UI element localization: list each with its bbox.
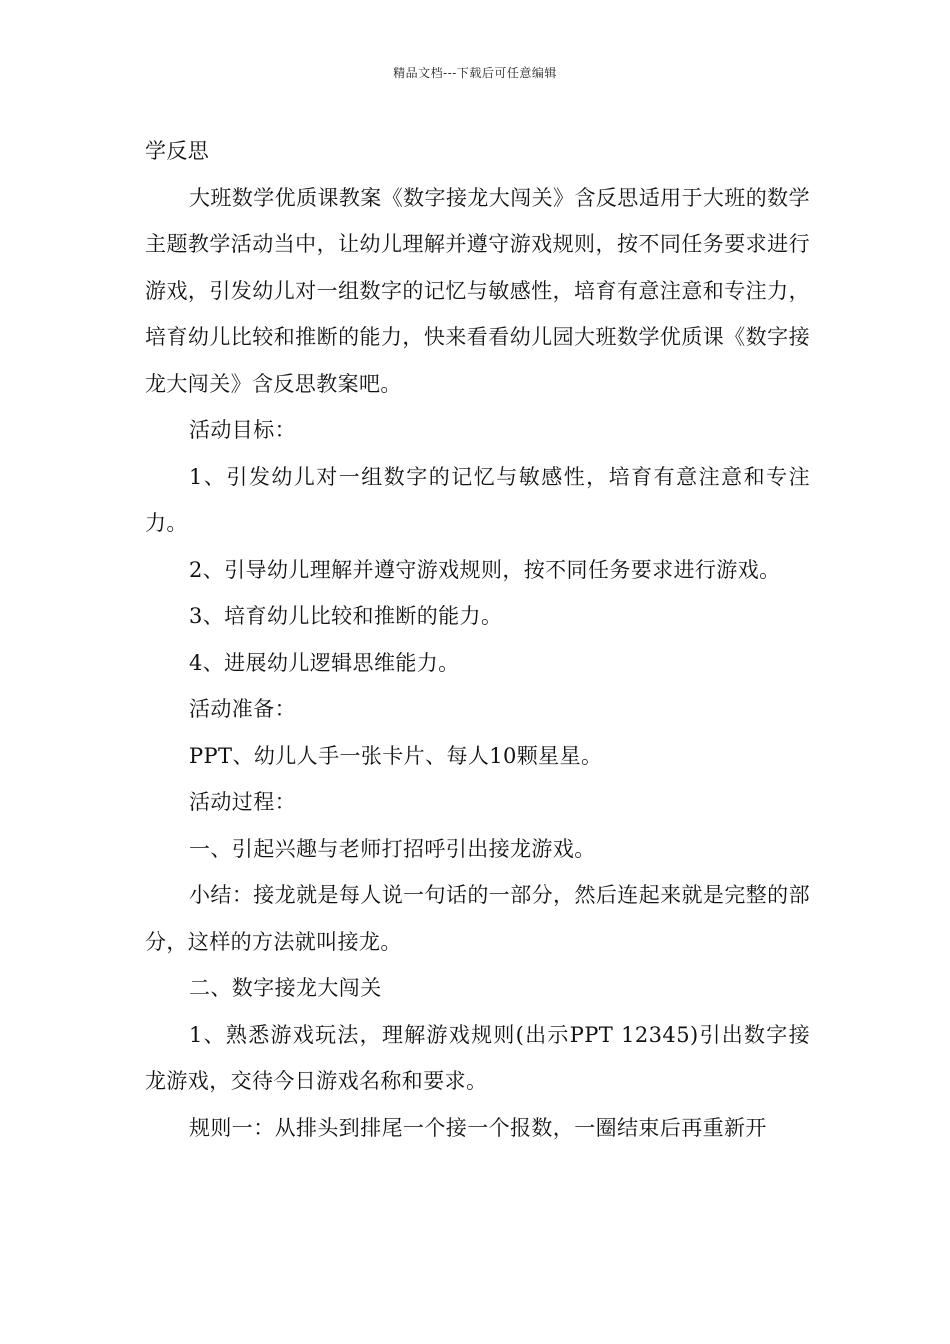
goal-item-1: 1、引发幼儿对一组数字的记忆与敏感性，培育有意注意和专注力。 bbox=[145, 464, 810, 535]
goal-item-2: 2、引导幼儿理解并遵守游戏规则，按不同任务要求进行游戏。 bbox=[189, 557, 781, 582]
document-body bbox=[145, 128, 810, 1151]
summary-paragraph: 小结：接龙就是每人说一句话的一部分，然后连起来就是完整的部分，这样的方法就叫接龙。 bbox=[145, 883, 810, 954]
preparation-list: PPT、幼儿人手一张卡片、每人10颗星星。 bbox=[189, 743, 603, 768]
process-step-1: 一、引起兴趣与老师打招呼引出接龙游戏。 bbox=[189, 836, 596, 861]
goal-item-4: 4、进展幼儿逻辑思维能力。 bbox=[189, 650, 460, 675]
rule-one: 规则一：从排头到排尾一个接一个报数，一圈结束后再重新开 bbox=[189, 1115, 767, 1140]
process-substep-1: 1、熟悉游戏玩法，理解游戏规则(出示PPT 12345)引出数字接龙游戏，交待今日游戏名称和要求。 bbox=[145, 1022, 810, 1093]
paragraph-intro: 大班数学优质课教案《数字接龙大闯关》含反思适用于大班的数学主题教学活动当中，让幼儿理解并遵守游戏规则，按不同任务要求进行游戏，引发幼儿对一组数字的记忆与敏感性，培育有意注意和专注力，培育幼儿比较和推断的能力，快来看看幼儿园大班数学优质课《数字接龙大闯关》含反思教案吧。 bbox=[145, 185, 810, 396]
paragraph-continuation: 学反思 bbox=[145, 139, 210, 163]
goal-item-3: 3、培育幼儿比较和推断的能力。 bbox=[189, 604, 503, 628]
page-header: 精品文档---下载后可任意编辑 bbox=[393, 66, 557, 80]
heading-activity-process: 活动过程： bbox=[189, 790, 296, 814]
heading-activity-goals: 活动目标： bbox=[189, 418, 296, 442]
process-step-2: 二、数字接龙大闯关 bbox=[189, 976, 382, 1000]
heading-activity-preparation: 活动准备： bbox=[189, 697, 296, 721]
